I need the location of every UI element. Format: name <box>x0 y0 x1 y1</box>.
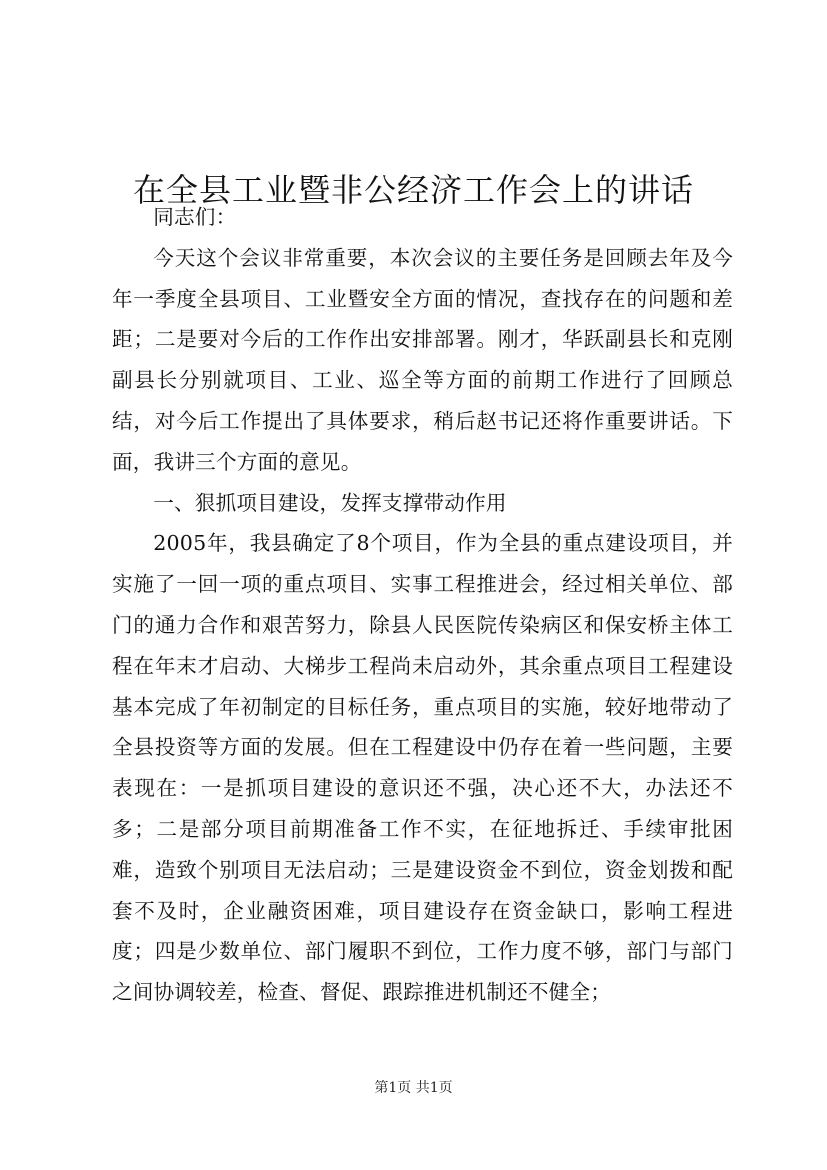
page-footer: 第1页 共1页 <box>374 1080 453 1096</box>
paragraph-projects: 2005年，我县确定了8个项目，作为全县的重点建设项目，并实施了一回一项的重点项目、实事工程推进会，经过相关单位、部门的通力合作和艰苦努力，除县人民医院传染病区和保安桥主体工程在年末才启动、大梯步工程尚未启动外，其余重点项目工程建设基本完成了年初制定的目标任务，重点项目的实施，较好地带动了全县投资等方面的发展。但在工程建设中仍存在着一些问题，主要表现在：一是抓项目建设的意识还不强，决心还不大，办法还不多；二是部分项目前期准备工作不实，在征地拆迁、手续审批困难，造致个别项目无法启动；三是建设资金不到位，资金划拨和配套不及时，企业融资困难，项目建设存在资金缺口，影响工程进度；四是少数单位、部门履职不到位，工作力度不够，部门与部门之间协调较差，检查、督促、跟踪推进机制还不健全； <box>112 531 733 1005</box>
document-body <box>112 197 733 1013</box>
greeting: 同志们： <box>153 205 237 229</box>
paragraph-intro: 今天这个会议非常重要，本次会议的主要任务是回顾去年及今年一季度全县项目、工业暨安全方面的情况，查找存在的问题和差距；二是要对今后的工作作出安排部署。刚才，华跃副县长和克刚副县长分别就项目、工业、巡全等方面的前期工作进行了回顾总结，对今后工作提出了具体要求，稍后赵书记还将作重要讲话。下面，我讲三个方面的意见。 <box>112 245 733 474</box>
document-title: 在全县工业暨非公经济工作会上的讲话 <box>132 171 694 210</box>
section-heading: 一、狠抓项目建设，发挥支撑带动作用 <box>153 490 507 515</box>
